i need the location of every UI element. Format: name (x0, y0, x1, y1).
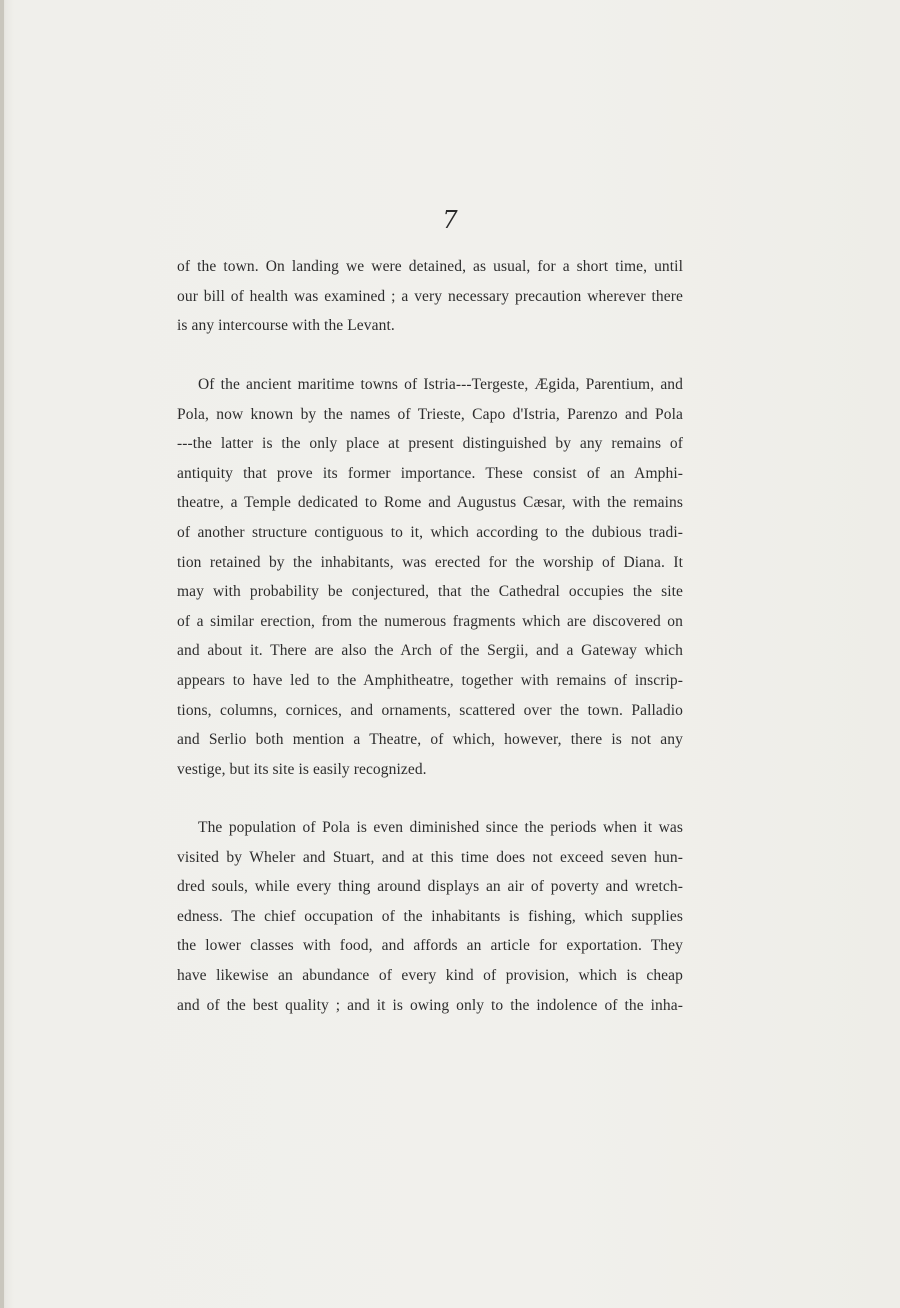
text-line: of the town. On landing we were detained, as usual, for a short time, until (177, 258, 683, 275)
text-line: and about it. There are also the Arch of the Sergii, and a Gateway which (177, 642, 683, 660)
paragraph-3 (177, 813, 683, 1020)
text-line: The population of Pola is even diminished since the periods when it was (198, 819, 683, 836)
paragraph-1 (177, 252, 683, 341)
text-line: our bill of health was examined ; a very necessary precaution wherever there (177, 287, 683, 305)
text-line: of a similar erection, from the numerous fragments which are discovered on (177, 612, 683, 630)
text-line: theatre, a Temple dedicated to Rome and Augustus Cæsar, with the remains (177, 494, 683, 512)
text-line: have likewise an abundance of every kind of provision, which is cheap (177, 966, 683, 984)
text-line: is any intercourse with the Levant. (177, 317, 395, 335)
text-line: tion retained by the inhabitants, was erected for the worship of Diana. It (177, 553, 683, 571)
text-line: ---the latter is the only place at present distinguished by any remains of (177, 435, 683, 453)
page-binding-edge (0, 0, 4, 1308)
text-line: of another structure contiguous to it, which according to the dubious tradi- (177, 523, 683, 541)
text-line: vestige, but its site is easily recognized. (177, 760, 427, 778)
text-line: may with probability be conjectured, that the Cathedral occupies the site (177, 583, 683, 601)
text-line: and of the best quality ; and it is owing only to the indolence of the inha- (177, 996, 683, 1014)
text-line: Of the ancient maritime towns of Istria---Tergeste, Ægida, Parentium, and (198, 376, 683, 393)
text-line: antiquity that prove its former importance. These consist of an Amphi- (177, 464, 683, 482)
paragraph-2 (177, 370, 683, 784)
text-line: dred souls, while every thing around displays an air of poverty and wretch- (177, 878, 683, 896)
text-line: appears to have led to the Amphitheatre, together with remains of inscrip- (177, 671, 683, 689)
text-line: edness. The chief occupation of the inhabitants is fishing, which supplies (177, 907, 683, 925)
text-line: tions, columns, cornices, and ornaments, scattered over the town. Palladio (177, 701, 683, 719)
text-line: the lower classes with food, and affords an article for exportation. They (177, 937, 683, 955)
text-line: visited by Wheler and Stuart, and at this time does not exceed seven hun- (177, 848, 683, 866)
text-line: Pola, now known by the names of Trieste, Capo d'Istria, Parenzo and Pola (177, 405, 683, 423)
text-line: and Serlio both mention a Theatre, of which, however, there is not any (177, 731, 683, 749)
page-number: 7 (442, 206, 458, 234)
